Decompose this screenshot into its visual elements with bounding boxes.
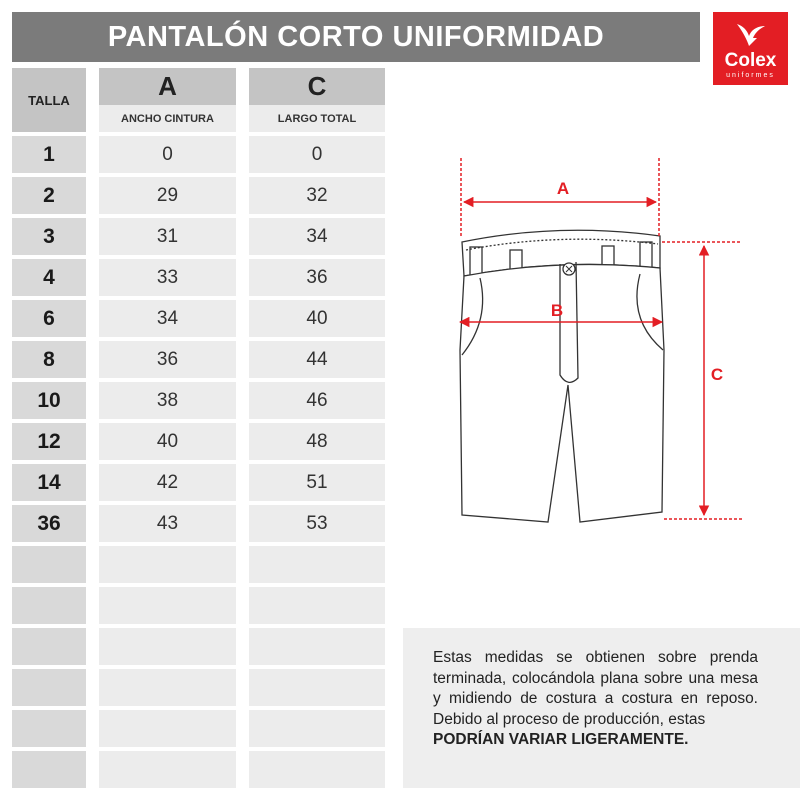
row-ancho-cintura: 42 <box>99 464 236 501</box>
logo-brand: Colex <box>724 50 777 71</box>
row-ancho-cintura: 36 <box>99 341 236 378</box>
measurement-note <box>403 628 800 788</box>
header-col-a-letter: A <box>99 68 236 105</box>
row-ancho-cintura <box>99 628 236 665</box>
brand-logo <box>713 12 788 85</box>
row-largo-total: 36 <box>249 259 385 296</box>
row-ancho-cintura: 31 <box>99 218 236 255</box>
row-talla: 4 <box>12 259 86 296</box>
header-col-c-letter: C <box>249 68 385 105</box>
row-largo-total <box>249 587 385 624</box>
bird-icon <box>735 20 767 48</box>
header-col-a-label: ANCHO CINTURA <box>99 105 236 132</box>
shorts-diagram <box>440 150 760 530</box>
row-ancho-cintura: 0 <box>99 136 236 173</box>
row-ancho-cintura: 34 <box>99 300 236 337</box>
shorts-outline <box>460 230 664 522</box>
page-title: PANTALÓN CORTO UNIFORMIDAD <box>12 12 700 62</box>
row-ancho-cintura: 33 <box>99 259 236 296</box>
row-talla: 3 <box>12 218 86 255</box>
row-ancho-cintura: 40 <box>99 423 236 460</box>
row-largo-total: 32 <box>249 177 385 214</box>
row-talla <box>12 628 86 665</box>
row-talla: 12 <box>12 423 86 460</box>
row-largo-total: 40 <box>249 300 385 337</box>
row-largo-total: 44 <box>249 341 385 378</box>
note-text <box>433 648 758 751</box>
row-ancho-cintura <box>99 751 236 788</box>
row-largo-total: 48 <box>249 423 385 460</box>
row-talla: 1 <box>12 136 86 173</box>
row-ancho-cintura <box>99 587 236 624</box>
dimension-c <box>662 242 742 519</box>
row-ancho-cintura <box>99 669 236 706</box>
row-largo-total: 34 <box>249 218 385 255</box>
row-talla: 10 <box>12 382 86 419</box>
row-talla: 6 <box>12 300 86 337</box>
row-largo-total <box>249 669 385 706</box>
row-talla: 8 <box>12 341 86 378</box>
row-ancho-cintura: 38 <box>99 382 236 419</box>
header-col-c-label: LARGO TOTAL <box>249 105 385 132</box>
row-largo-total <box>249 710 385 747</box>
row-largo-total: 0 <box>249 136 385 173</box>
row-largo-total: 46 <box>249 382 385 419</box>
dimension-b-label: B <box>550 301 564 320</box>
row-largo-total: 51 <box>249 464 385 501</box>
row-talla: 14 <box>12 464 86 501</box>
row-largo-total <box>249 628 385 665</box>
row-talla <box>12 546 86 583</box>
row-largo-total <box>249 546 385 583</box>
row-talla <box>12 751 86 788</box>
row-largo-total <box>249 751 385 788</box>
header-talla: TALLA <box>12 68 86 132</box>
row-talla <box>12 669 86 706</box>
row-ancho-cintura <box>99 710 236 747</box>
row-ancho-cintura: 43 <box>99 505 236 542</box>
row-ancho-cintura <box>99 546 236 583</box>
logo-subtitle: uniformes <box>726 72 775 79</box>
dimension-c-label: C <box>710 365 724 384</box>
note-warning: PODRÍAN VARIAR LIGERAMENTE. <box>433 731 689 748</box>
row-largo-total: 53 <box>249 505 385 542</box>
row-talla: 36 <box>12 505 86 542</box>
dimension-a-label: A <box>556 179 570 198</box>
row-talla: 2 <box>12 177 86 214</box>
row-ancho-cintura: 29 <box>99 177 236 214</box>
note-body: Estas medidas se obtienen sobre prenda terminada, colocándola plana sobre una mesa y midiendo de costura a costura en reposo. Debido al proceso de producción, estas <box>433 649 758 728</box>
row-talla <box>12 587 86 624</box>
row-talla <box>12 710 86 747</box>
